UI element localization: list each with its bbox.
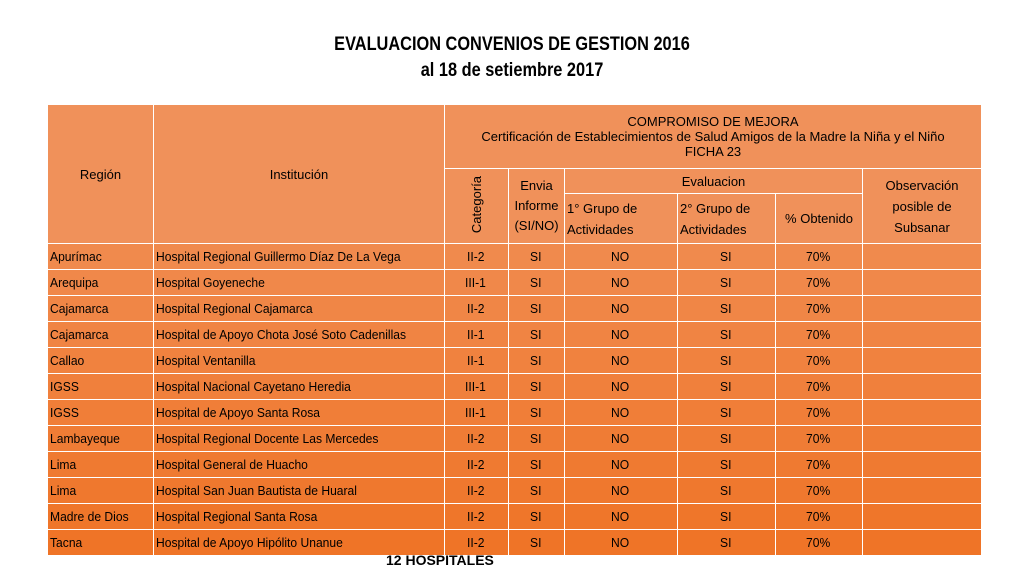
cell-categoria bbox=[445, 322, 509, 348]
cell-categoria-text: II-2 bbox=[467, 509, 485, 524]
cell-envia-informe-text: SI bbox=[530, 379, 542, 394]
cell-obtenido-text: 70% bbox=[805, 483, 831, 498]
header-evaluacion: Evaluacion bbox=[565, 169, 863, 194]
cell-categoria bbox=[445, 452, 509, 478]
cell-envia-informe bbox=[509, 244, 565, 270]
cell-categoria-text: III-1 bbox=[465, 405, 487, 420]
cell-envia-informe-text: SI bbox=[530, 431, 542, 446]
cell-categoria-text: III-1 bbox=[465, 275, 487, 290]
cell-obtenido bbox=[776, 452, 863, 478]
cell-institucion bbox=[154, 348, 445, 374]
table-row bbox=[48, 244, 982, 270]
cell-grupo1 bbox=[565, 322, 678, 348]
cell-envia-informe-text: SI bbox=[530, 327, 542, 342]
cell-region bbox=[48, 322, 154, 348]
cell-institucion-text: Hospital San Juan Bautista de Huaral bbox=[156, 483, 357, 498]
cell-categoria bbox=[445, 296, 509, 322]
cell-obtenido-text: 70% bbox=[805, 301, 831, 316]
cell-observacion bbox=[863, 530, 982, 556]
cell-envia-informe-text: SI bbox=[530, 353, 542, 368]
cell-envia-informe bbox=[509, 400, 565, 426]
cell-grupo2-text: SI bbox=[720, 249, 732, 264]
cell-observacion bbox=[863, 244, 982, 270]
cell-observacion bbox=[863, 270, 982, 296]
cell-categoria bbox=[445, 244, 509, 270]
cell-institucion-text: Hospital Regional Santa Rosa bbox=[156, 509, 318, 524]
cell-grupo2 bbox=[678, 244, 776, 270]
cell-grupo1-text: NO bbox=[611, 249, 630, 264]
cell-grupo1-text: NO bbox=[611, 431, 630, 446]
cell-institucion bbox=[154, 400, 445, 426]
cell-region-text: Tacna bbox=[50, 535, 83, 550]
cell-envia-informe bbox=[509, 348, 565, 374]
cell-institucion-text: Hospital de Apoyo Chota José Soto Cadenillas bbox=[156, 327, 407, 342]
cell-grupo1-text: NO bbox=[611, 405, 630, 420]
cell-categoria bbox=[445, 478, 509, 504]
cell-institucion-text: Hospital Regional Docente Las Mercedes bbox=[156, 431, 379, 446]
cell-region-text: Lima bbox=[50, 483, 77, 498]
cell-envia-informe bbox=[509, 504, 565, 530]
cell-obtenido bbox=[776, 504, 863, 530]
cell-grupo1-text: NO bbox=[611, 301, 630, 316]
cell-institucion bbox=[154, 244, 445, 270]
table-row bbox=[48, 452, 982, 478]
header-grupo1: 1° Grupo de Actividades bbox=[565, 194, 678, 244]
cell-categoria-text: II-2 bbox=[467, 249, 485, 264]
page-title: EVALUACION CONVENIOS DE GESTION 2016 bbox=[334, 34, 690, 55]
cell-grupo2 bbox=[678, 504, 776, 530]
table-row bbox=[48, 426, 982, 452]
cell-envia-informe bbox=[509, 530, 565, 556]
cell-grupo2 bbox=[678, 322, 776, 348]
cell-obtenido bbox=[776, 296, 863, 322]
cell-region bbox=[48, 270, 154, 296]
cell-grupo2 bbox=[678, 270, 776, 296]
cell-grupo1-text: NO bbox=[611, 509, 630, 524]
cell-envia-informe-text: SI bbox=[530, 483, 542, 498]
cell-institucion-text: Hospital Ventanilla bbox=[156, 353, 256, 368]
header-envia-informe: Envia Informe (SI/NO) bbox=[509, 169, 565, 244]
cell-region-text: Callao bbox=[50, 353, 85, 368]
hospital-count: 12 HOSPITALES bbox=[386, 552, 494, 568]
cell-envia-informe bbox=[509, 478, 565, 504]
cell-grupo1-text: NO bbox=[611, 353, 630, 368]
table-row bbox=[48, 400, 982, 426]
header-grupo2: 2° Grupo de Actividades bbox=[678, 194, 776, 244]
table-row bbox=[48, 530, 982, 556]
cell-institucion-text: Hospital de Apoyo Santa Rosa bbox=[156, 405, 320, 420]
cell-envia-informe-text: SI bbox=[530, 275, 542, 290]
cell-obtenido-text: 70% bbox=[805, 353, 831, 368]
cell-grupo1-text: NO bbox=[611, 379, 630, 394]
header-categoria-label: Categoría bbox=[469, 175, 484, 234]
cell-envia-informe bbox=[509, 426, 565, 452]
cell-grupo1 bbox=[565, 426, 678, 452]
cell-institucion bbox=[154, 270, 445, 296]
cell-grupo2-text: SI bbox=[720, 275, 732, 290]
cell-envia-informe bbox=[509, 270, 565, 296]
header-compromiso-line1: COMPROMISO DE MEJORA bbox=[627, 114, 799, 129]
header-region: Región bbox=[48, 105, 154, 244]
table-row bbox=[48, 478, 982, 504]
cell-grupo2-text: SI bbox=[720, 431, 732, 446]
cell-obtenido bbox=[776, 478, 863, 504]
cell-region-text: Lambayeque bbox=[50, 431, 120, 446]
cell-grupo1-text: NO bbox=[611, 275, 630, 290]
cell-region-text: Lima bbox=[50, 457, 77, 472]
cell-obtenido-text: 70% bbox=[805, 457, 831, 472]
cell-grupo1 bbox=[565, 400, 678, 426]
cell-grupo2-text: SI bbox=[720, 301, 732, 316]
cell-region bbox=[48, 426, 154, 452]
cell-region bbox=[48, 244, 154, 270]
cell-institucion-text: Hospital General de Huacho bbox=[156, 457, 308, 472]
cell-obtenido bbox=[776, 374, 863, 400]
cell-grupo1 bbox=[565, 478, 678, 504]
cell-region bbox=[48, 478, 154, 504]
cell-grupo1 bbox=[565, 530, 678, 556]
cell-envia-informe bbox=[509, 452, 565, 478]
cell-region bbox=[48, 452, 154, 478]
cell-grupo1 bbox=[565, 452, 678, 478]
cell-institucion bbox=[154, 452, 445, 478]
cell-region-text: Cajamarca bbox=[50, 327, 109, 342]
page-subtitle: al 18 de setiembre 2017 bbox=[420, 60, 604, 81]
cell-region bbox=[48, 296, 154, 322]
evaluation-table bbox=[47, 104, 982, 556]
header-compromiso-line3: FICHA 23 bbox=[684, 144, 742, 159]
cell-envia-informe-text: SI bbox=[530, 249, 542, 264]
cell-envia-informe bbox=[509, 296, 565, 322]
cell-grupo1-text: NO bbox=[611, 483, 630, 498]
table-body bbox=[48, 244, 982, 556]
cell-categoria-text: II-2 bbox=[467, 483, 485, 498]
cell-observacion bbox=[863, 374, 982, 400]
cell-institucion bbox=[154, 374, 445, 400]
table-row bbox=[48, 504, 982, 530]
cell-region-text: IGSS bbox=[50, 379, 79, 394]
cell-obtenido bbox=[776, 322, 863, 348]
header-obtenido: % Obtenido bbox=[776, 194, 863, 244]
cell-grupo2-text: SI bbox=[720, 379, 732, 394]
cell-region bbox=[48, 530, 154, 556]
cell-grupo2-text: SI bbox=[720, 353, 732, 368]
cell-categoria-text: II-2 bbox=[467, 431, 485, 446]
cell-institucion bbox=[154, 478, 445, 504]
cell-envia-informe bbox=[509, 322, 565, 348]
cell-grupo2 bbox=[678, 530, 776, 556]
cell-categoria bbox=[445, 270, 509, 296]
cell-envia-informe-text: SI bbox=[530, 405, 542, 420]
cell-region bbox=[48, 504, 154, 530]
cell-grupo2-text: SI bbox=[720, 327, 732, 342]
cell-categoria-text: II-2 bbox=[467, 457, 485, 472]
cell-envia-informe-text: SI bbox=[530, 457, 542, 472]
cell-obtenido-text: 70% bbox=[805, 275, 831, 290]
cell-grupo1-text: NO bbox=[611, 535, 630, 550]
cell-grupo2 bbox=[678, 400, 776, 426]
cell-grupo2 bbox=[678, 348, 776, 374]
cell-observacion bbox=[863, 296, 982, 322]
cell-grupo1 bbox=[565, 270, 678, 296]
table-row bbox=[48, 270, 982, 296]
header-observacion: Observación posible de Subsanar bbox=[863, 169, 982, 244]
cell-region-text: Apurímac bbox=[50, 249, 102, 264]
cell-obtenido bbox=[776, 270, 863, 296]
cell-obtenido bbox=[776, 348, 863, 374]
cell-grupo1 bbox=[565, 348, 678, 374]
cell-institucion bbox=[154, 426, 445, 452]
cell-categoria-text: II-2 bbox=[467, 535, 485, 550]
cell-observacion bbox=[863, 478, 982, 504]
cell-categoria bbox=[445, 348, 509, 374]
cell-obtenido bbox=[776, 426, 863, 452]
cell-obtenido bbox=[776, 400, 863, 426]
table-row bbox=[48, 296, 982, 322]
cell-region-text: Arequipa bbox=[50, 275, 99, 290]
cell-region bbox=[48, 348, 154, 374]
cell-observacion bbox=[863, 400, 982, 426]
cell-envia-informe-text: SI bbox=[530, 301, 542, 316]
cell-grupo2-text: SI bbox=[720, 535, 732, 550]
cell-envia-informe-text: SI bbox=[530, 535, 542, 550]
cell-grupo2 bbox=[678, 296, 776, 322]
table-row bbox=[48, 322, 982, 348]
cell-region bbox=[48, 400, 154, 426]
cell-categoria bbox=[445, 504, 509, 530]
cell-institucion-text: Hospital Regional Cajamarca bbox=[156, 301, 313, 316]
cell-obtenido-text: 70% bbox=[805, 379, 831, 394]
cell-categoria-text: II-2 bbox=[467, 301, 485, 316]
cell-grupo2 bbox=[678, 452, 776, 478]
cell-institucion-text: Hospital Goyeneche bbox=[156, 275, 265, 290]
cell-categoria bbox=[445, 374, 509, 400]
cell-categoria-text: II-1 bbox=[467, 353, 485, 368]
cell-obtenido-text: 70% bbox=[805, 431, 831, 446]
cell-institucion bbox=[154, 296, 445, 322]
cell-envia-informe bbox=[509, 374, 565, 400]
cell-envia-informe-text: SI bbox=[530, 509, 542, 524]
cell-observacion bbox=[863, 452, 982, 478]
cell-obtenido-text: 70% bbox=[805, 249, 831, 264]
header-categoria bbox=[445, 169, 509, 244]
cell-categoria bbox=[445, 426, 509, 452]
table-row bbox=[48, 374, 982, 400]
cell-obtenido bbox=[776, 530, 863, 556]
cell-grupo2-text: SI bbox=[720, 457, 732, 472]
cell-institucion bbox=[154, 504, 445, 530]
cell-obtenido-text: 70% bbox=[805, 535, 831, 550]
cell-grupo1 bbox=[565, 504, 678, 530]
cell-categoria-text: II-1 bbox=[467, 327, 485, 342]
cell-region-text: Cajamarca bbox=[50, 301, 109, 316]
cell-grupo1 bbox=[565, 244, 678, 270]
cell-grupo2-text: SI bbox=[720, 483, 732, 498]
cell-institucion-text: Hospital de Apoyo Hipólito Unanue bbox=[156, 535, 343, 550]
cell-grupo2 bbox=[678, 374, 776, 400]
header-compromiso-line2: Certificación de Establecimientos de Salud Amigos de la Madre la Niña y el Niño bbox=[481, 129, 945, 144]
cell-region-text: Madre de Dios bbox=[50, 509, 129, 524]
cell-obtenido-text: 70% bbox=[805, 327, 831, 342]
cell-categoria-text: III-1 bbox=[465, 379, 487, 394]
cell-categoria bbox=[445, 400, 509, 426]
cell-grupo1-text: NO bbox=[611, 327, 630, 342]
cell-obtenido-text: 70% bbox=[805, 509, 831, 524]
cell-grupo2-text: SI bbox=[720, 405, 732, 420]
cell-region bbox=[48, 374, 154, 400]
cell-grupo2 bbox=[678, 426, 776, 452]
cell-region-text: IGSS bbox=[50, 405, 79, 420]
header-compromiso bbox=[445, 105, 982, 169]
table-row bbox=[48, 348, 982, 374]
cell-obtenido-text: 70% bbox=[805, 405, 831, 420]
cell-observacion bbox=[863, 322, 982, 348]
header-institucion: Institución bbox=[154, 105, 445, 244]
cell-grupo1 bbox=[565, 374, 678, 400]
cell-institucion-text: Hospital Nacional Cayetano Heredia bbox=[156, 379, 351, 394]
cell-grupo2 bbox=[678, 478, 776, 504]
cell-institucion bbox=[154, 322, 445, 348]
cell-obtenido bbox=[776, 244, 863, 270]
cell-grupo1 bbox=[565, 296, 678, 322]
cell-observacion bbox=[863, 504, 982, 530]
cell-grupo2-text: SI bbox=[720, 509, 732, 524]
cell-observacion bbox=[863, 348, 982, 374]
cell-grupo1-text: NO bbox=[611, 457, 630, 472]
cell-observacion bbox=[863, 426, 982, 452]
cell-institucion-text: Hospital Regional Guillermo Díaz De La Vega bbox=[156, 249, 401, 264]
